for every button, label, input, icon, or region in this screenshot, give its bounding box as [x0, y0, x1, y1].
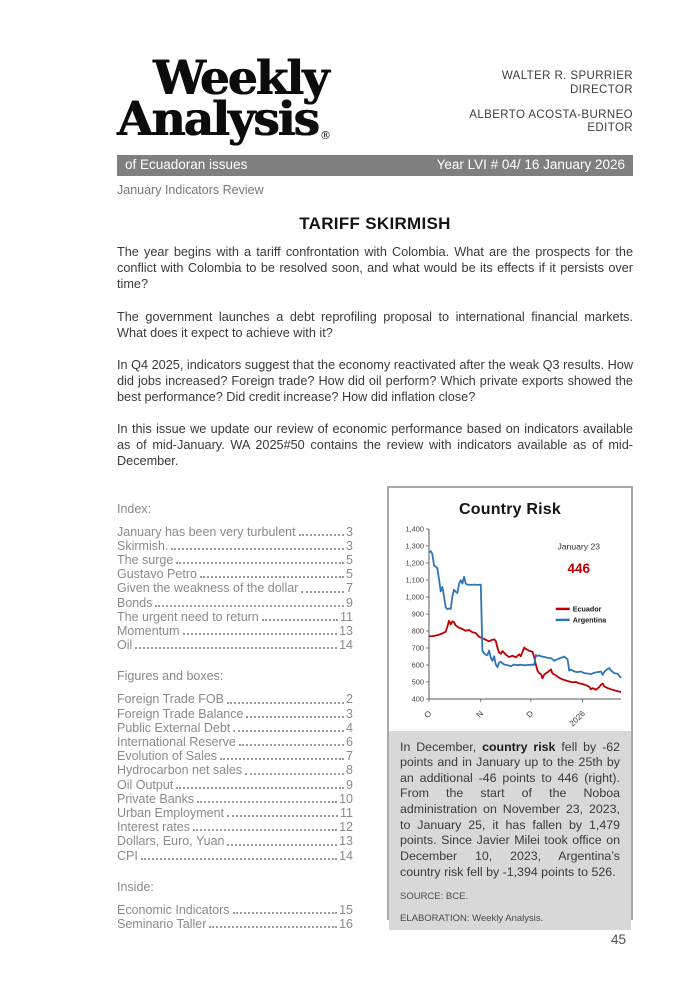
svg-text:500: 500 — [411, 676, 424, 686]
article-title: TARIFF SKIRMISH — [299, 214, 451, 234]
toc-leader-dots — [299, 534, 344, 536]
toc-entry-page: 14 — [339, 638, 353, 653]
toc-entry-page: 10 — [339, 791, 353, 806]
toc-entry-label: Gustavo Petro — [117, 567, 197, 582]
toc-entry-label: Seminario Taller — [117, 917, 207, 932]
toc-row — [117, 707, 353, 721]
country-risk-figure-box — [387, 486, 633, 925]
article-paragraph: In Q4 2025, indicators suggest that the economy reactivated after the weak Q3 results. How did jobs increased? Foreign trade? How did oil perform? Which private exports showed the best performance? Did credit increase? How did inflation close? — [117, 357, 633, 405]
toc-leader-dots — [171, 548, 344, 550]
logo-word-analysis — [117, 92, 330, 148]
chart-title: Country Risk — [459, 500, 561, 518]
country-risk-chart-svg — [395, 523, 625, 731]
toc-entry-page: 16 — [339, 917, 353, 932]
toc-leader-dots — [220, 758, 344, 760]
toc-entry-label: Evolution of Sales — [117, 749, 218, 764]
director-name: WALTER R. SPURRIER — [501, 70, 633, 82]
issue-bar-tagline: of Ecuadoran issues — [125, 157, 248, 173]
toc-entry-label: Public External Debt — [117, 720, 231, 735]
toc-entry-label: Bonds — [117, 595, 153, 610]
toc-entry-page: 4 — [346, 720, 353, 735]
toc-entry-label: CPI — [117, 848, 138, 863]
svg-text:D: D — [524, 708, 536, 720]
toc-entry-page: 3 — [346, 524, 353, 539]
figure-caption-text — [400, 740, 620, 881]
toc-row — [117, 917, 353, 931]
svg-text:Argentina: Argentina — [572, 615, 607, 625]
toc-entry-label: Foreign Trade Balance — [117, 706, 244, 721]
svg-text:700: 700 — [411, 642, 424, 652]
toc-entry-label: The surge — [117, 552, 174, 567]
toc-entry-label: Private Banks — [117, 791, 195, 806]
caption-bold-term: country risk — [482, 739, 556, 754]
toc-row — [117, 721, 353, 735]
toc-leader-dots — [233, 912, 338, 914]
toc-entry-label: International Reserve — [117, 735, 236, 749]
toc-entry-page: 13 — [339, 834, 353, 849]
svg-text:1,400: 1,400 — [405, 523, 424, 533]
svg-text:1,200: 1,200 — [405, 557, 424, 567]
figure-elaboration: ELABORATION: Weekly Analysis. — [400, 913, 544, 925]
svg-text:O: O — [422, 708, 434, 720]
toc-row — [117, 525, 353, 539]
toc-leader-dots — [197, 801, 337, 803]
toc-leader-dots — [193, 829, 337, 831]
toc-entry-label: Economic Indicators — [117, 902, 230, 917]
toc-row — [117, 735, 353, 749]
toc-entry-label: Momentum — [117, 623, 180, 638]
svg-text:900: 900 — [411, 608, 424, 618]
figure-caption-box — [389, 731, 631, 931]
masthead-staff-block — [469, 58, 633, 147]
toc-entry-label: Oil Output — [117, 777, 174, 792]
article-paragraph: The government launches a debt reprofiling proposal to international financial markets. What does it expect to achieve with it? — [117, 309, 633, 340]
svg-text:2026: 2026 — [567, 708, 588, 728]
svg-text:446: 446 — [567, 560, 591, 576]
svg-text:400: 400 — [411, 693, 424, 703]
toc-leader-dots — [183, 633, 338, 635]
svg-text:Ecuador: Ecuador — [572, 604, 602, 614]
toc-leader-dots — [227, 702, 344, 704]
toc-leader-dots — [200, 576, 344, 578]
director-title: DIRECTOR — [569, 83, 633, 96]
registered-trademark-symbol: ® — [320, 129, 330, 143]
toc-leader-dots — [176, 562, 344, 564]
logo-word-weekly: Weekly — [153, 51, 328, 106]
toc-entry-page: 5 — [346, 567, 353, 582]
toc-leader-dots — [239, 744, 344, 746]
toc-row — [117, 539, 353, 553]
toc-entry-page: 3 — [346, 706, 353, 721]
review-subtitle: January Indicators Review — [117, 183, 264, 198]
toc-entry-page: 5 — [346, 552, 353, 567]
toc-entry-page: 11 — [340, 806, 353, 821]
toc-entry-page: 6 — [346, 735, 353, 749]
toc-leader-dots — [246, 716, 344, 718]
toc-entry-page: 12 — [339, 820, 353, 835]
toc-entry-page: 3 — [346, 538, 353, 553]
figures-heading: Figures and boxes: — [117, 669, 224, 684]
toc-row — [117, 596, 353, 610]
inside-list — [117, 903, 353, 931]
weekly-analysis-logo — [117, 51, 330, 148]
toc-entry-label: January has been very turbulent — [117, 524, 296, 539]
toc-leader-dots — [209, 926, 337, 928]
toc-entry-label: Interest rates — [117, 820, 190, 835]
toc-entry-page: 2 — [346, 692, 353, 707]
toc-entry-label: Given the weakness of the dollar — [117, 581, 299, 596]
issue-bar-issue-info: Year LVI # 04/ 16 January 2026 — [436, 157, 625, 173]
index-heading: Index: — [117, 501, 152, 516]
toc-entry-page: 9 — [346, 777, 353, 792]
toc-row — [117, 778, 353, 792]
toc-entry-label: Oil — [117, 638, 133, 653]
toc-entry-label: Skirmish. — [117, 538, 169, 553]
toc-entry-label: The urgent need to return — [117, 609, 259, 624]
toc-entry-page: 13 — [339, 623, 353, 638]
svg-text:600: 600 — [411, 659, 424, 669]
toc-entry-page: 11 — [340, 609, 353, 624]
toc-entry-label: Urban Employment — [117, 806, 224, 821]
toc-entry-label: Dollars, Euro, Yuan — [117, 834, 225, 849]
toc-row — [117, 806, 353, 820]
toc-row — [117, 834, 353, 848]
lower-content-row — [117, 486, 633, 949]
toc-leader-dots — [135, 647, 337, 649]
index-list — [117, 525, 353, 653]
page-number: 45 — [610, 932, 626, 947]
toc-row — [117, 610, 353, 624]
table-of-contents — [117, 486, 353, 949]
toc-row — [117, 581, 353, 595]
toc-entry-page: 14 — [339, 848, 353, 863]
article-paragraph: The year begins with a tariff confrontation with Colombia. What are the prospects for the conflict with Colombia to be resolved soon, and what would be its effects if it persists over time? — [117, 245, 633, 292]
editor-title: EDITOR — [587, 122, 633, 135]
toc-row — [117, 792, 353, 806]
toc-entry-page: 9 — [346, 595, 353, 610]
toc-leader-dots — [227, 815, 338, 817]
toc-row — [117, 763, 353, 777]
toc-row — [117, 903, 353, 917]
masthead — [117, 0, 633, 147]
svg-text:1,000: 1,000 — [405, 591, 424, 601]
editor-block — [469, 109, 633, 137]
toc-leader-dots — [301, 591, 344, 593]
svg-text:January 23: January 23 — [557, 540, 601, 551]
toc-row — [117, 553, 353, 567]
toc-leader-dots — [227, 844, 337, 846]
toc-entry-label: Hydrocarbon net sales — [117, 763, 243, 778]
issue-bar — [117, 155, 633, 176]
toc-row — [117, 820, 353, 834]
figure-source: SOURCE: BCE. — [400, 891, 469, 903]
editor-name: ALBERTO ACOSTA-BURNEO — [469, 108, 633, 121]
toc-row — [117, 849, 353, 863]
toc-leader-dots — [176, 787, 344, 789]
toc-leader-dots — [155, 605, 344, 607]
toc-leader-dots — [262, 619, 338, 621]
caption-prefix: In December, — [400, 739, 483, 754]
figures-list — [117, 692, 353, 862]
director-block — [469, 70, 633, 98]
inside-heading: Inside: — [117, 879, 154, 894]
toc-row — [117, 692, 353, 706]
country-risk-chart — [389, 523, 631, 731]
toc-row — [117, 638, 353, 652]
toc-row — [117, 749, 353, 763]
svg-text:800: 800 — [411, 625, 424, 635]
toc-entry-page: 15 — [339, 902, 353, 917]
svg-text:N: N — [474, 708, 486, 720]
toc-entry-page: 7 — [346, 581, 353, 596]
toc-leader-dots — [245, 773, 344, 775]
toc-entry-page: 7 — [346, 749, 353, 764]
svg-text:1,100: 1,100 — [405, 574, 424, 584]
logo-word-analysis-text: Analysis — [117, 92, 319, 148]
toc-leader-dots — [141, 858, 337, 860]
svg-text:1,300: 1,300 — [405, 540, 424, 550]
toc-entry-label: Foreign Trade FOB — [117, 692, 224, 707]
toc-row — [117, 624, 353, 638]
toc-row — [117, 567, 353, 581]
caption-suffix: fell by -62 points and in January up to the 25th by an additional -46 points to 446 (right). From the start of the Noboa administration on November 23, 2023, to January 25, it has fallen by 1,479 points. Since Javier Milei took office on December 10, 2023, Argentina’s country risk fell by -1,394 points to 526. — [400, 739, 620, 879]
toc-leader-dots — [233, 730, 344, 732]
toc-entry-page: 8 — [346, 763, 353, 778]
article-paragraph: In this issue we update our review of economic performance based on indicators available as of mid-January. WA 2025#50 contains the review with indicators available as of mid-December. — [117, 422, 633, 469]
